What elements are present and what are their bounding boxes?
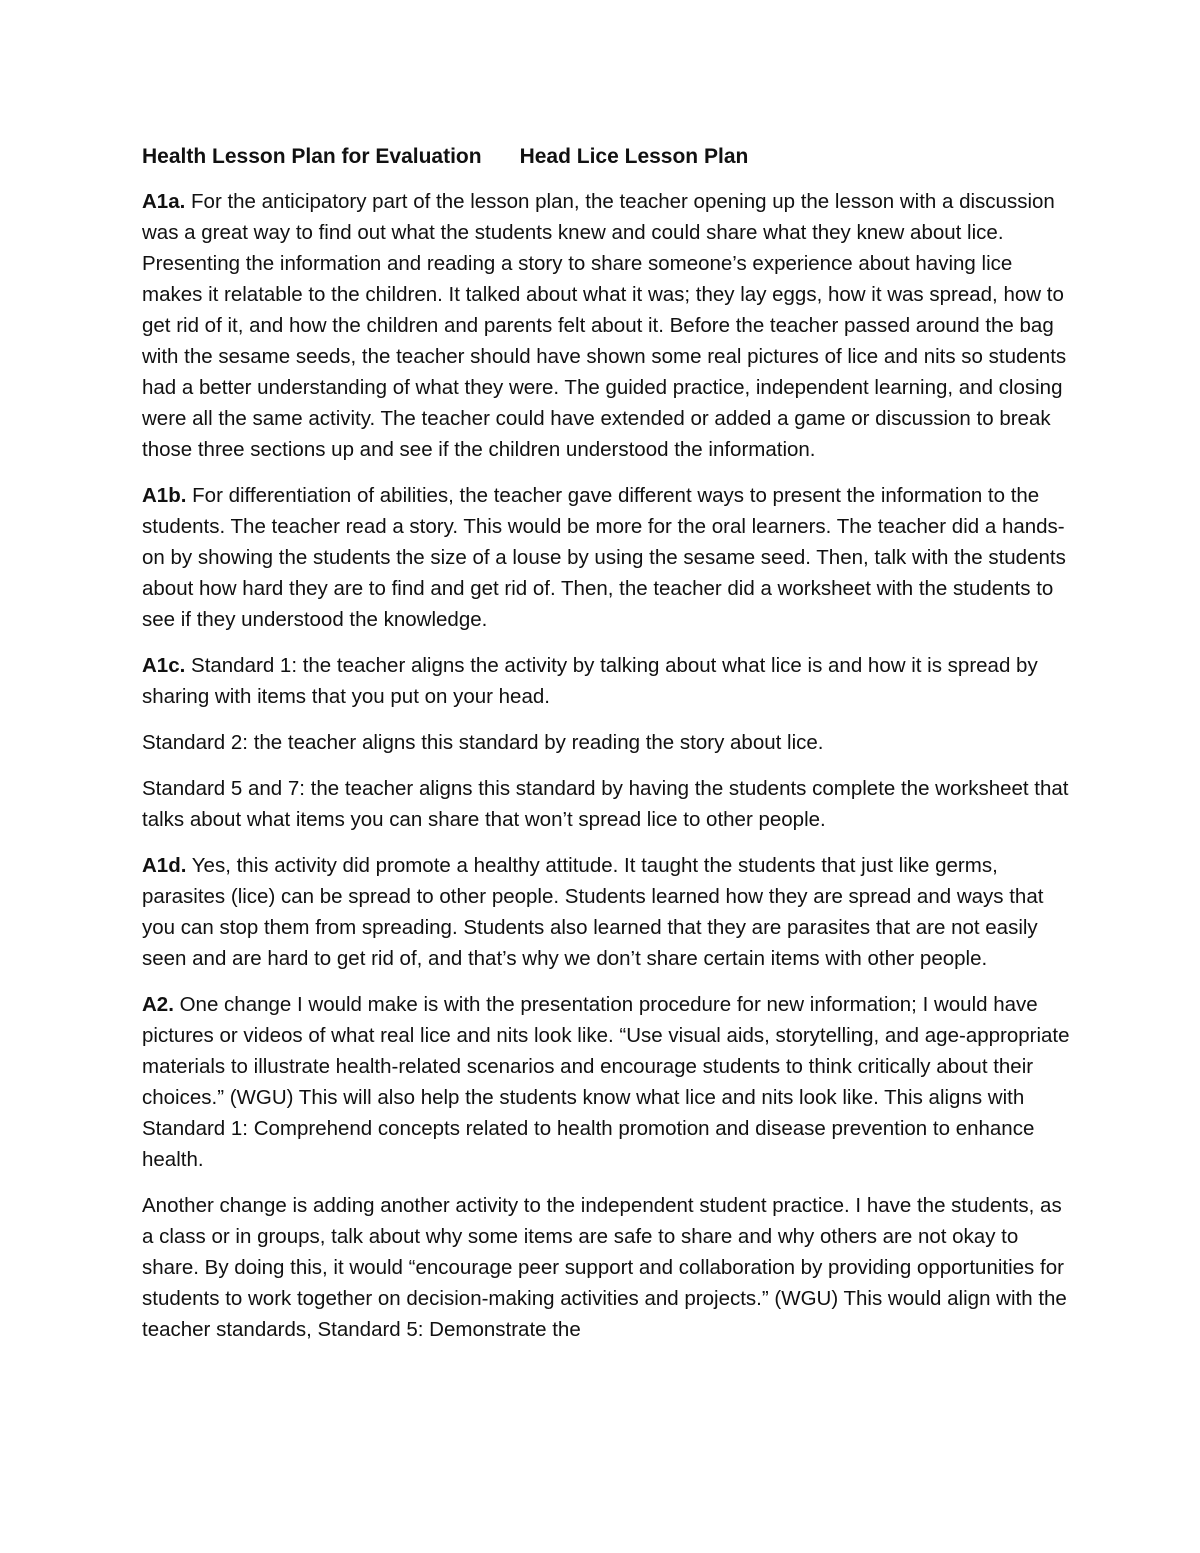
document-body bbox=[142, 141, 1072, 1360]
section-a1a bbox=[142, 186, 1072, 465]
section-a2-text: One change I would make is with the presentation procedure for new information; I would have pictures or videos of what real lice and nits look like. “Use visual aids, storytelling, and age-appropriate materials to illustrate health-related scenarios and encourage students to think critically about their choices.” (WGU) This will also help the students know what lice and nits look like. This aligns with Standard 1: Comprehend concepts related to health promotion and disease prevention to enhance health. bbox=[142, 993, 1070, 1171]
section-a1c bbox=[142, 650, 1072, 712]
title-right: Head Lice Lesson Plan bbox=[519, 145, 749, 168]
standard-5-7-paragraph: Standard 5 and 7: the teacher aligns this standard by having the students complete the worksheet that talks about what items you can share that won’t spread lice to other people. bbox=[142, 777, 1069, 831]
section-a1d-label: A1d. bbox=[142, 854, 187, 877]
section-a1a-text: For the anticipatory part of the lesson plan, the teacher opening up the lesson with a discussion was a great way to find out what the students knew and could share what they knew about lice. Presenting the information and reading a story to share someone’s experience about having lice makes it relatable to the children. It talked about what it was; they lay eggs, how it was spread, how to get rid of it, and how the children and parents felt about it. Before the teacher passed around the bag with the sesame seeds, the teacher should have shown some real pictures of lice and nits so students had a better understanding of what they were. The guided practice, independent learning, and closing were all the same activity. The teacher could have extended or added a game or discussion to break those three sections up and see if the children understood the information. bbox=[142, 190, 1067, 461]
section-a2-label: A2. bbox=[142, 993, 174, 1016]
section-a1b-text: For differentiation of abilities, the teacher gave different ways to present the information to the students. The teacher read a story. This would be more for the oral learners. The teacher did a hands-on by showing the students the size of a louse by using the sesame seed. Then, talk with the students about how hard they are to find and get rid of. Then, the teacher did a worksheet with the students to see if they understood the knowledge. bbox=[142, 484, 1066, 631]
section-a2 bbox=[142, 989, 1072, 1175]
section-a1a-label: A1a. bbox=[142, 190, 186, 213]
section-a1d-text: Yes, this activity did promote a healthy attitude. It taught the students that just like germs, parasites (lice) can be spread to other people. Students learned how they are spread and ways that you can stop them from spreading. Students also learned that they are parasites that are not easily seen and are hard to get rid of, and that’s why we don’t share certain items with other people. bbox=[142, 854, 1044, 970]
section-a1c-text: Standard 1: the teacher aligns the activity by talking about what lice is and how it is spread by sharing with items that you put on your head. bbox=[142, 654, 1038, 708]
section-a1d bbox=[142, 850, 1072, 974]
section-a1b-label: A1b. bbox=[142, 484, 187, 507]
section-a1c-label: A1c. bbox=[142, 654, 186, 677]
section-a1b bbox=[142, 480, 1072, 635]
page-title bbox=[142, 141, 1072, 172]
standard-2-paragraph: Standard 2: the teacher aligns this standard by reading the story about lice. bbox=[142, 731, 824, 754]
title-left: Health Lesson Plan for Evaluation bbox=[142, 145, 482, 168]
another-change-paragraph: Another change is adding another activity to the independent student practice. I have the students, as a class or in groups, talk about why some items are safe to share and why others are not okay to share. By doing this, it would “encourage peer support and collaboration by providing opportunities for students to work together on decision-making activities and projects.” (WGU) This would align with the teacher standards, Standard 5: Demonstrate the bbox=[142, 1194, 1067, 1341]
